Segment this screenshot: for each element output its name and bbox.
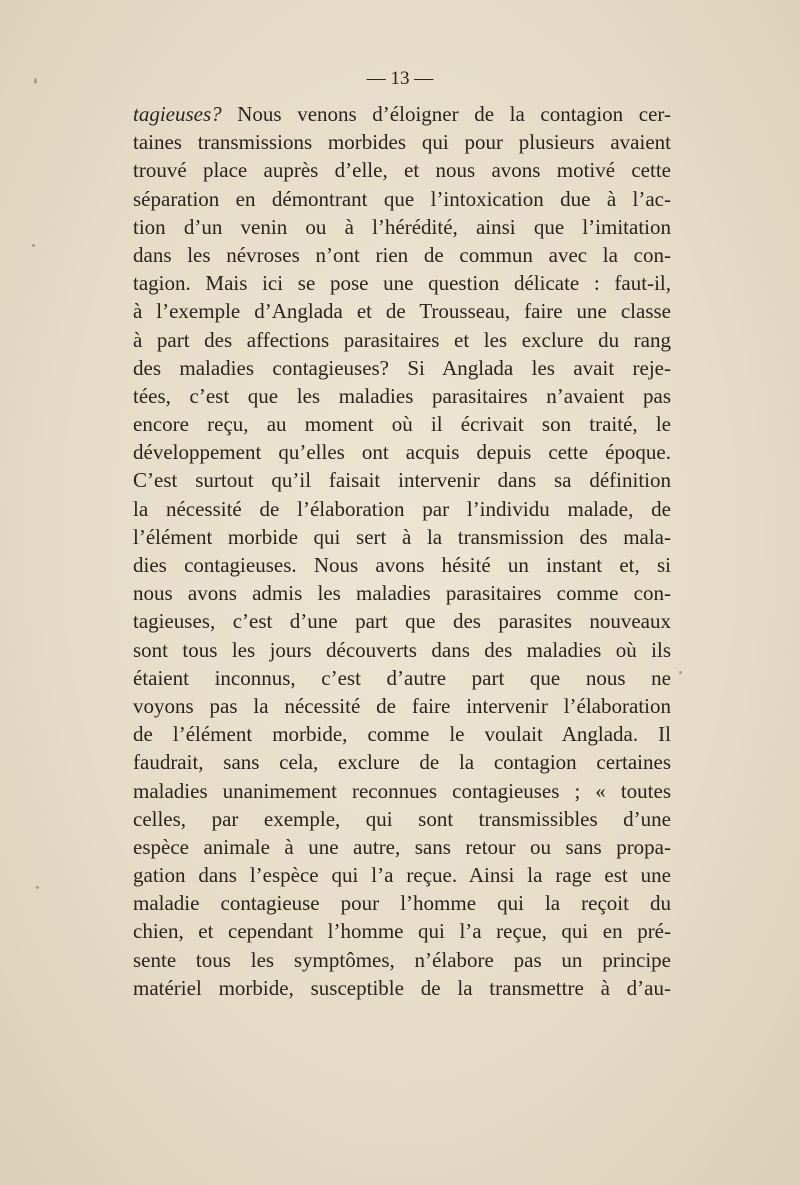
paper-speck: [32, 244, 35, 247]
text-line: tagieuses, c’est d’une part que des parasites nouveaux: [133, 609, 671, 634]
text-line: encore reçu, au moment où il écrivait son traité, le: [133, 412, 671, 437]
text-line: faudrait, sans cela, exclure de la contagion certaines: [133, 750, 671, 775]
italic-word: tagieuses?: [133, 102, 222, 126]
text-line: tion d’un venin ou à l’hérédité, ainsi que l’imitation: [133, 214, 671, 239]
text-line: taines transmissions morbides qui pour plusieurs avaient: [133, 130, 671, 155]
text-line: l’élément morbide qui sert à la transmission des mala-: [133, 524, 671, 549]
text-line: développement qu’elles ont acquis depuis cette époque.: [133, 440, 671, 465]
text-line: dies contagieuses. Nous avons hésité un instant et, si: [133, 553, 671, 577]
text-line: gation dans l’espèce qui l’a reçue. Ainsi la rage est une: [133, 863, 671, 888]
text-line: étaient inconnus, c’est d’autre part que nous ne: [133, 665, 671, 690]
text-line: nous avons admis les maladies parasitaires comme con-: [133, 581, 671, 606]
page-number: — 13 —: [366, 68, 434, 89]
text-line: tées, c’est que les maladies parasitaires n’avaient pas: [133, 383, 671, 408]
text-line: sont tous les jours découverts dans des maladies où ils: [133, 637, 671, 662]
text-line: chien, et cependant l’homme qui l’a reçue, qui en pré-: [133, 919, 671, 944]
text-line: [133, 100, 671, 128]
text-line: trouvé place auprès d’elle, et nous avons motivé cette: [133, 158, 671, 183]
text-line: espèce animale à une autre, sans retour ou sans propa-: [133, 834, 671, 859]
text-line: la nécessité de l’élaboration par l’individu malade, de: [133, 496, 671, 521]
text-line: celles, par exemple, qui sont transmissibles d’une: [133, 806, 671, 831]
paper-speck: [36, 886, 39, 889]
text-line: maladie contagieuse pour l’homme qui la reçoit du: [133, 891, 671, 916]
text-line: voyons pas la nécessité de faire intervenir l’élaboration: [133, 693, 671, 718]
text-line: à part des affections parasitaires et les exclure du rang: [133, 327, 671, 352]
text-line: tagion. Mais ici se pose une question délicate : faut-il,: [133, 271, 671, 296]
text-line: maladies unanimement reconnues contagieuses ; « toutes: [133, 778, 671, 803]
text-line: C’est surtout qu’il faisait intervenir dans sa définition: [133, 468, 671, 493]
line-text: Nous venons d’éloigner de la contagion cer-: [221, 102, 671, 126]
text-line: sente tous les symptômes, n’élabore pas un principe: [133, 947, 671, 972]
text-line: dans les névroses n’ont rien de commun avec la con-: [133, 242, 671, 267]
text-line: à l’exemple d’Anglada et de Trousseau, faire une classe: [133, 299, 671, 324]
text-line: séparation en démontrant que l’intoxication due à l’ac-: [133, 186, 671, 211]
paper-speck: [679, 671, 682, 674]
text-line: de l’élément morbide, comme le voulait Anglada. Il: [133, 722, 671, 747]
text-line: matériel morbide, susceptible de la transmettre à d’au-: [133, 975, 671, 1000]
paper-speck: [34, 78, 37, 84]
body-text: [133, 100, 671, 1002]
text-line: des maladies contagieuses? Si Anglada les avait reje-: [133, 355, 671, 380]
